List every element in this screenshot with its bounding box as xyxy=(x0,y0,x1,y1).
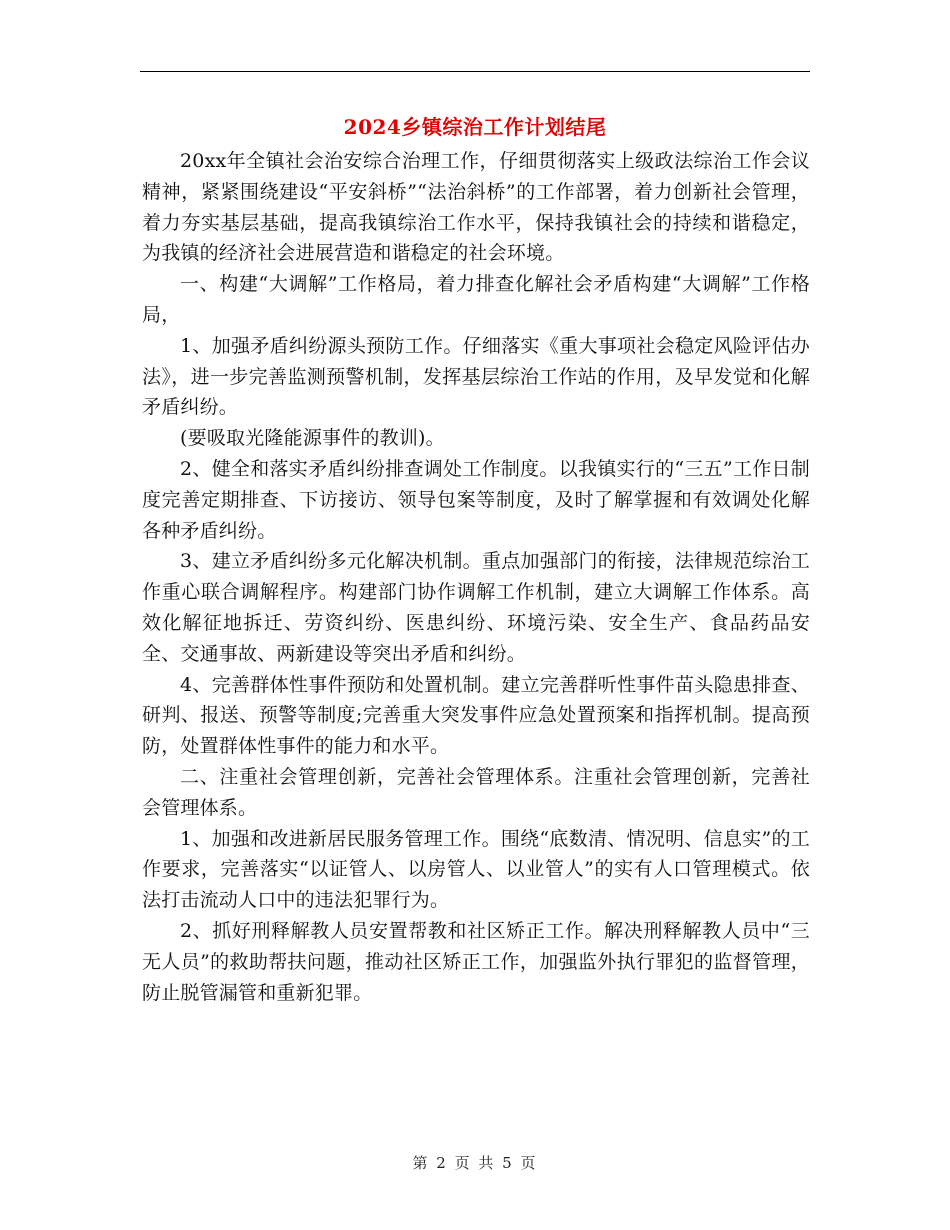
document-body xyxy=(142,146,810,1008)
header-rule xyxy=(140,71,810,72)
document-title: 2024乡镇综治工作计划结尾 xyxy=(343,115,607,139)
section-heading-2: 二、注重社会管理创新，完善社会管理体系。注重社会管理创新，完善社会管理体系。 xyxy=(142,765,810,819)
paragraph: 1、加强和改进新居民服务管理工作。围绕“底数清、情况明、信息实”的工作要求，完善落实“以证管人、以房管人、以业管人”的实有人口管理模式。依法打击流动人口中的违法犯罪行为。 xyxy=(142,827,810,912)
page-number: 第 2 页 共 5 页 xyxy=(412,1154,538,1172)
paragraph: 2、健全和落实矛盾纠纷排查调处工作制度。以我镇实行的“三五”工作日制度完善定期排查、下访接访、领导包案等制度，及时了解掌握和有效调处化解各种矛盾纠纷。 xyxy=(142,457,810,542)
paragraph: 2、抓好刑释解教人员安置帮教和社区矫正工作。解决刑释解教人员中“三无人员”的救助帮扶问题，推动社区矫正工作，加强监外执行罪犯的监督管理，防止脱管漏管和重新犯罪。 xyxy=(142,919,810,1004)
paragraph: 20xx年全镇社会治安综合治理工作，仔细贯彻落实上级政法综治工作会议精神，紧紧围绕建设“平安斜桥”“法治斜桥”的工作部署，着力创新社会管理，着力夯实基层基础，提高我镇综治工作水平，保持我镇社会的持续和谐稳定，为我镇的经济社会进展营造和谐稳定的社会环境。 xyxy=(142,150,810,265)
paragraph: 4、完善群体性事件预防和处置机制。建立完善群听性事件苗头隐患排查、研判、报送、预警等制度;完善重大突发事件应急处置预案和指挥机制。提高预防，处置群体性事件的能力和水平。 xyxy=(142,673,810,758)
section-heading-1: 一、构建“大调解”工作格局，着力排查化解社会矛盾构建“大调解”工作格局， xyxy=(142,273,810,326)
paragraph: (要吸取光隆能源事件的教训)。 xyxy=(180,427,445,450)
paragraph: 3、建立矛盾纠纷多元化解决机制。重点加强部门的衔接，法律规范综治工作重心联合调解程序。构建部门协作调解工作机制，建立大调解工作体系。高效化解征地拆迁、劳资纠纷、医患纠纷、环境污染、安全生产、食品药品安全、交通事故、两新建设等突出矛盾和纠纷。 xyxy=(142,550,810,665)
paragraph: 1、加强矛盾纠纷源头预防工作。仔细落实《重大事项社会稳定风险评估办法》，进一步完善监测预警机制，发挥基层综治工作站的作用，及早发觉和化解矛盾纠纷。 xyxy=(142,334,810,419)
